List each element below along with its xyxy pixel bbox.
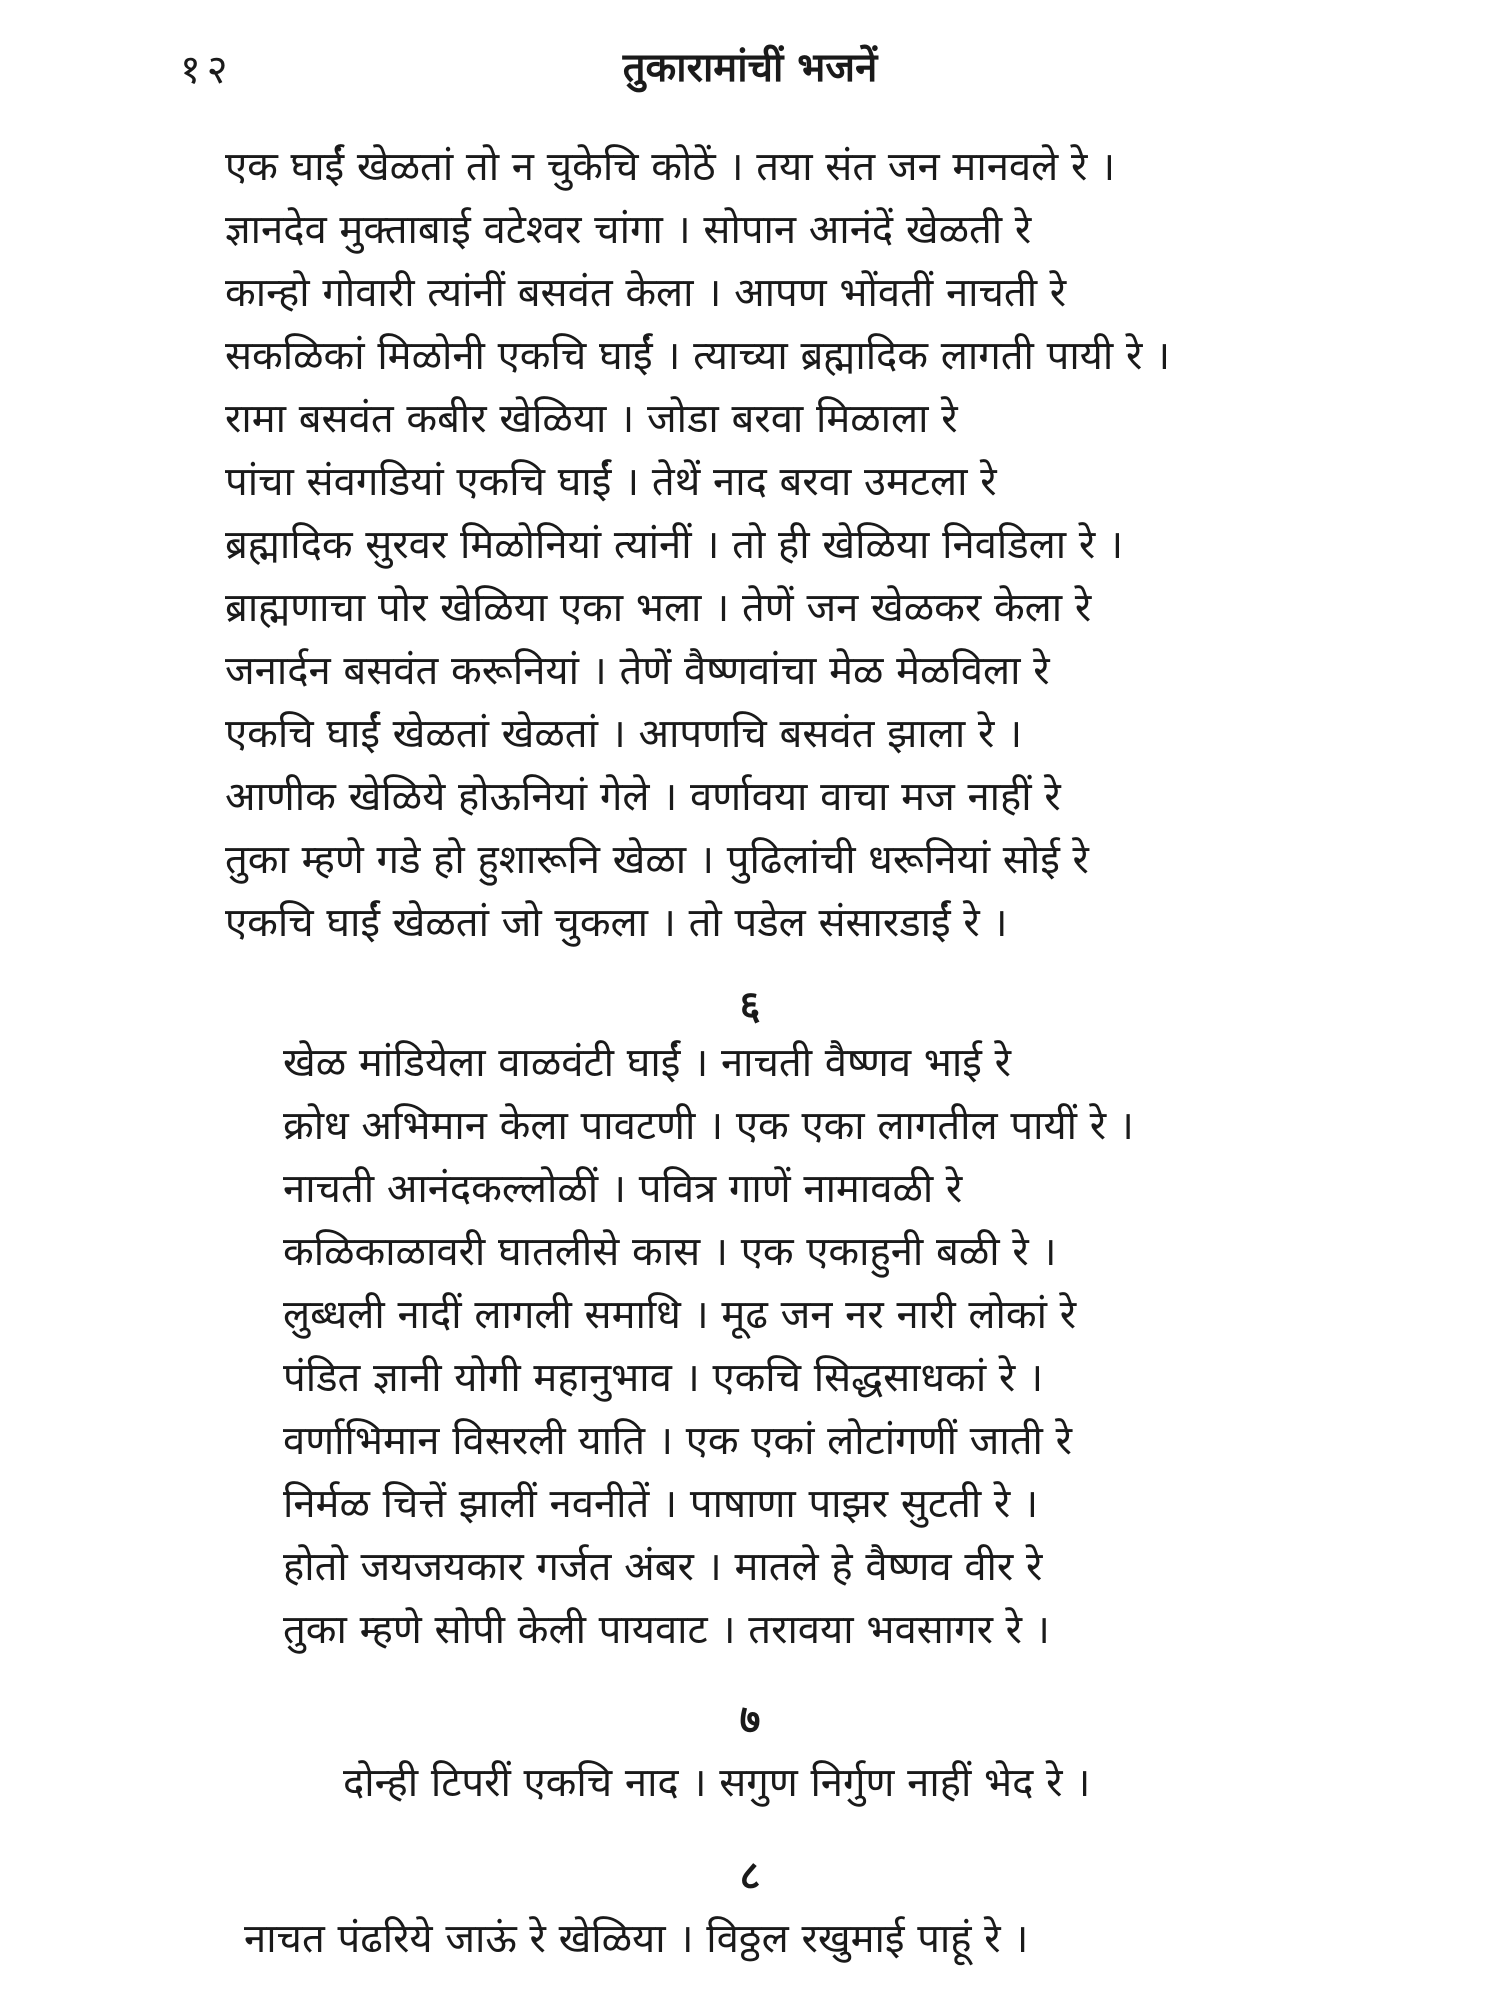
verse-line: खेळ मांडियेला वाळवंटी घाईं । नाचती वैष्णव भाई रे (283, 1040, 1011, 1086)
verse-line: होतो जयजयकार गर्जत अंबर । मातले हे वैष्णव वीर रे (283, 1544, 1043, 1590)
verse-block (283, 1032, 1134, 1662)
verse-block (225, 136, 1170, 955)
page-number: १२ (180, 47, 234, 93)
verse-line: पंडित ज्ञानी योगी महानुभाव । एकचि सिद्धसाधकां रे । (283, 1355, 1044, 1401)
verse-line: पांचा संवगडियां एकचि घाईं । तेथें नाद बरवा उमटला रे (225, 459, 997, 505)
verse-line: तुका म्हणे गडे हो हुशारूनि खेळा । पुढिलांची धरूनियां सोई रे (225, 837, 1089, 883)
verse-line: क्रोध अभिमान केला पावटणी । एक एका लागतील पायीं रे । (283, 1103, 1134, 1149)
verse-line: ज्ञानदेव मुक्ताबाई वटेश्वर चांगा । सोपान आनंदें खेळती रे (225, 207, 1032, 253)
verse-line: ब्रह्मादिक सुरवर मिळोनियां त्यांनीं । तो ही खेळिया निवडिला रे । (225, 522, 1124, 568)
verse-line: कान्हो गोवारी त्यांनीं बसवंत केला । आपण भोंवतीं नाचती रे (225, 270, 1067, 316)
verse-line: सकळिकां मिळोनी एकचि घाईं । त्याच्या ब्रह्मादिक लागती पायी रे । (225, 333, 1171, 379)
verse-line: जनार्दन बसवंत करूनियां । तेणें वैष्णवांचा मेळ मेळविला रे (225, 648, 1050, 694)
verse-line: आणीक खेळिये होऊनियां गेले । वर्णावया वाचा मज नाहीं रे (225, 774, 1061, 820)
verse-line: कळिकाळावरी घातलीसे कास । एक एकाहुनी बळी रे । (283, 1229, 1057, 1275)
verse-line: ब्राह्मणाचा पोर खेळिया एका भला । तेणें जन खेळकर केला रे (225, 585, 1092, 631)
verse-line: एकचि घाईं खेळतां खेळतां । आपणचि बसवंत झाला रे । (225, 711, 1023, 757)
verse-line: एकचि घाईं खेळतां जो चुकला । तो पडेल संसारडाईं रे । (225, 900, 1008, 946)
verse-line: दोन्ही टिपरीं एकचि नाद । सगुण निर्गुण नाहीं भेद रे । (343, 1760, 1091, 1806)
verse-line: रामा बसवंत कबीर खेळिया । जोडा बरवा मिळाला रे (225, 396, 958, 442)
verse-line: एक घाईं खेळतां तो न चुकेचि कोठें । तया संत जन मानवले रे । (225, 144, 1116, 190)
verse-line: नाचत पंढरिये जाऊं रे खेळिया । विठ्ठल रखुमाई पाहूं रे । (244, 1916, 1029, 1962)
verse-line: वर्णाभिमान विसरली याति । एक एकां लोटांगणीं जाती रे (283, 1418, 1072, 1464)
section-number: ८ (739, 1853, 761, 1899)
running-title: तुकारामांचीं भजनें (622, 45, 878, 91)
section-number: ७ (739, 1697, 761, 1743)
verse-block (244, 1908, 1028, 1971)
verse-line: नाचती आनंदकल्लोळीं । पवित्र गाणें नामावळी रे (283, 1166, 963, 1212)
section-number: ६ (739, 983, 761, 1029)
verse-line: लुब्धली नादीं लागली समाधि । मूढ जन नर नारी लोकां रे (283, 1292, 1077, 1338)
verse-block (343, 1752, 1090, 1815)
verse-line: निर्मळ चित्तें झालीं नवनीतें । पाषाणा पाझर सुटती रे । (283, 1481, 1039, 1527)
verse-line: तुका म्हणे सोपी केली पायवाट । तरावया भवसागर रे । (283, 1607, 1050, 1653)
